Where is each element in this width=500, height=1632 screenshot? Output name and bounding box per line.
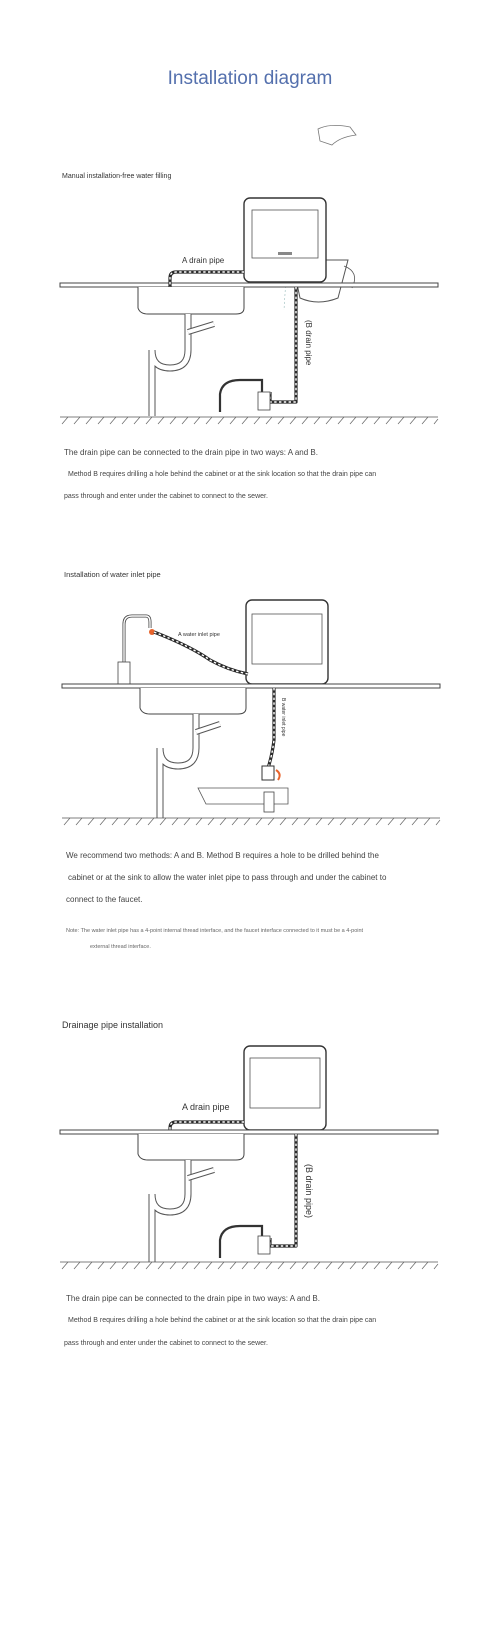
section2-label: Installation of water inlet pipe (64, 570, 161, 579)
section2-para-line3: connect to the faucet. (66, 895, 143, 904)
section3-para-line1: The drain pipe can be connected to the drain pipe in two ways: A and B. (66, 1294, 320, 1303)
section3-label: Drainage pipe installation (62, 1020, 164, 1030)
section2-pipe-a-label: A water inlet pipe (178, 632, 220, 638)
floor-hatch (62, 417, 438, 424)
section2-note-line2: external thread interface. (90, 944, 151, 950)
section2-para-line1: We recommend two methods: A and B. Method B requires a hole to be drilled behind the (66, 851, 379, 860)
faucet-icon (118, 616, 155, 684)
sink-icon (138, 1134, 244, 1160)
section2-para-line2: cabinet or at the sink to allow the water inlet pipe to pass through and under the cabinet to (68, 873, 387, 882)
section2-pipe-b-label: B water inlet pipe (280, 698, 286, 737)
section3-diagram (0, 1040, 500, 1280)
section2-note-line1: Note: The water inlet pipe has a 4-point internal thread interface, and the faucet interface connected to it must be a 4-point (66, 928, 364, 934)
dishwasher-icon (244, 198, 326, 282)
p-trap-icon (152, 314, 214, 416)
section1-pipe-a-label: A drain pipe (182, 256, 225, 265)
sink-icon (138, 287, 244, 314)
section1-label: Manual installation-free water filling (62, 173, 172, 180)
section1-diagram (0, 120, 500, 420)
page-title: Installation diagram (167, 68, 333, 89)
section3-pipe-a-label: A drain pipe (182, 1102, 230, 1112)
section2-diagram (0, 590, 500, 850)
section3-pipe-b-label: (B drain pipe) (304, 1164, 314, 1219)
sink-icon (140, 688, 246, 714)
section3-para-line3: pass through and enter under the cabinet to connect to the sewer. (64, 1340, 268, 1347)
dishwasher-icon (246, 600, 328, 684)
p-trap-icon (152, 1160, 214, 1262)
section1-para-line3: pass through and enter under the cabinet to connect to the sewer. (64, 493, 268, 500)
section1-para-line1: The drain pipe can be connected to the drain pipe in two ways: A and B. (64, 448, 318, 457)
section3-para-line2: Method B requires drilling a hole behind the cabinet or at the sink location so that the drain pipe can (68, 1317, 377, 1324)
section1-para-line2: Method B requires drilling a hole behind the cabinet or at the sink location so that the drain pipe can (68, 471, 377, 478)
dishwasher-icon (244, 1046, 326, 1130)
section1-pipe-b-label: (B drain pipe (304, 320, 313, 366)
